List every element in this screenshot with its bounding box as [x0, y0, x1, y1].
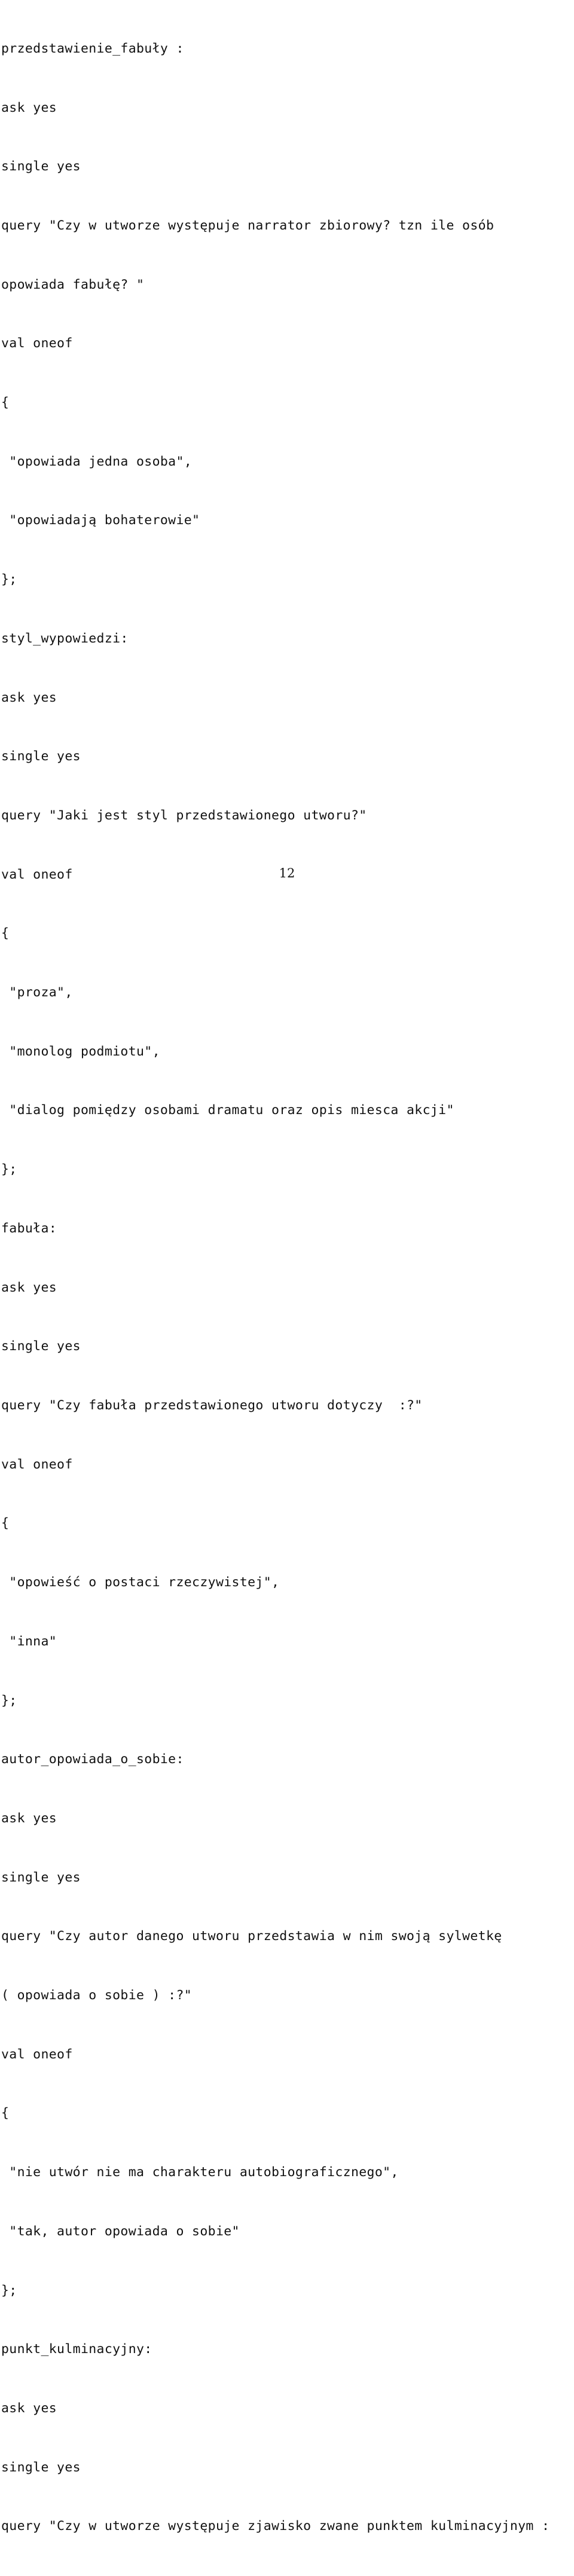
code-line: }; [1, 1162, 17, 1177]
code-line: autor_opowiada_o_sobie: [1, 1752, 184, 1767]
page-number: 12 [279, 866, 295, 880]
code-line: query "Czy autor danego utworu przedstawia w nim swoją sylwetkę [1, 1929, 502, 1944]
code-line: }; [1, 2283, 17, 2298]
code-line: "inna" [1, 1633, 57, 1649]
code-line: "opowiada jedna osoba", [1, 454, 193, 469]
code-line: ask yes [1, 100, 57, 115]
code-line: "opowiadają bohaterowie" [1, 513, 200, 528]
code-line: ( opowiada o sobie ) :?" [1, 1988, 193, 2003]
code-line: query "Czy w utworze występuje zjawisko zwane punktem kulminacyjnym : [1, 2519, 550, 2534]
code-line: val oneof [1, 867, 73, 882]
code-line: ask yes [1, 690, 57, 705]
code-line: "monolog podmiotu", [1, 1044, 160, 1059]
code-line: "dialog pomiędzy osobami dramatu oraz opis miesca akcji" [1, 1103, 454, 1118]
code-line: query "Czy w utworze występuje narrator zbiorowy? tzn ile osób [1, 218, 494, 233]
code-line: query "Czy fabuła przedstawionego utworu dotyczy :?" [1, 1397, 423, 1413]
code-line: ask yes [1, 1280, 57, 1295]
code-line: punkt_kulminacyjny: [1, 2342, 152, 2357]
code-line: { [1, 1516, 10, 1531]
code-line: query "Jaki jest styl przedstawionego utworu?" [1, 807, 367, 823]
code-line: "nie utwór nie ma charakteru autobiograficznego", [1, 2165, 399, 2180]
code-line: single yes [1, 2459, 81, 2475]
code-line: opowiada fabułę? " [1, 277, 145, 292]
code-line: { [1, 2106, 10, 2121]
code-line: }; [1, 572, 17, 588]
code-line: single yes [1, 1870, 81, 1885]
code-line: "tak, autor opowiada o sobie" [1, 2223, 240, 2239]
code-line: single yes [1, 159, 81, 175]
code-line: przedstawienie_fabuły : [1, 41, 184, 56]
code-line: styl_wypowiedzi: [1, 631, 129, 646]
code-line: val oneof [1, 336, 73, 351]
code-line: "proza", [1, 985, 73, 1001]
code-line: "opowieść o postaci rzeczywistej", [1, 1575, 280, 1590]
code-line: }; [1, 1693, 17, 1708]
code-line: ask yes [1, 1810, 57, 1826]
code-line: val oneof [1, 2046, 73, 2062]
code-line: ask yes [1, 2400, 57, 2416]
code-listing [1, 0, 573, 2576]
code-line: { [1, 395, 10, 411]
code-line: val oneof [1, 1457, 73, 1472]
code-line: single yes [1, 749, 81, 764]
code-line: fabuła: [1, 1220, 57, 1236]
code-line: { [1, 926, 10, 941]
code-line: single yes [1, 1339, 81, 1354]
